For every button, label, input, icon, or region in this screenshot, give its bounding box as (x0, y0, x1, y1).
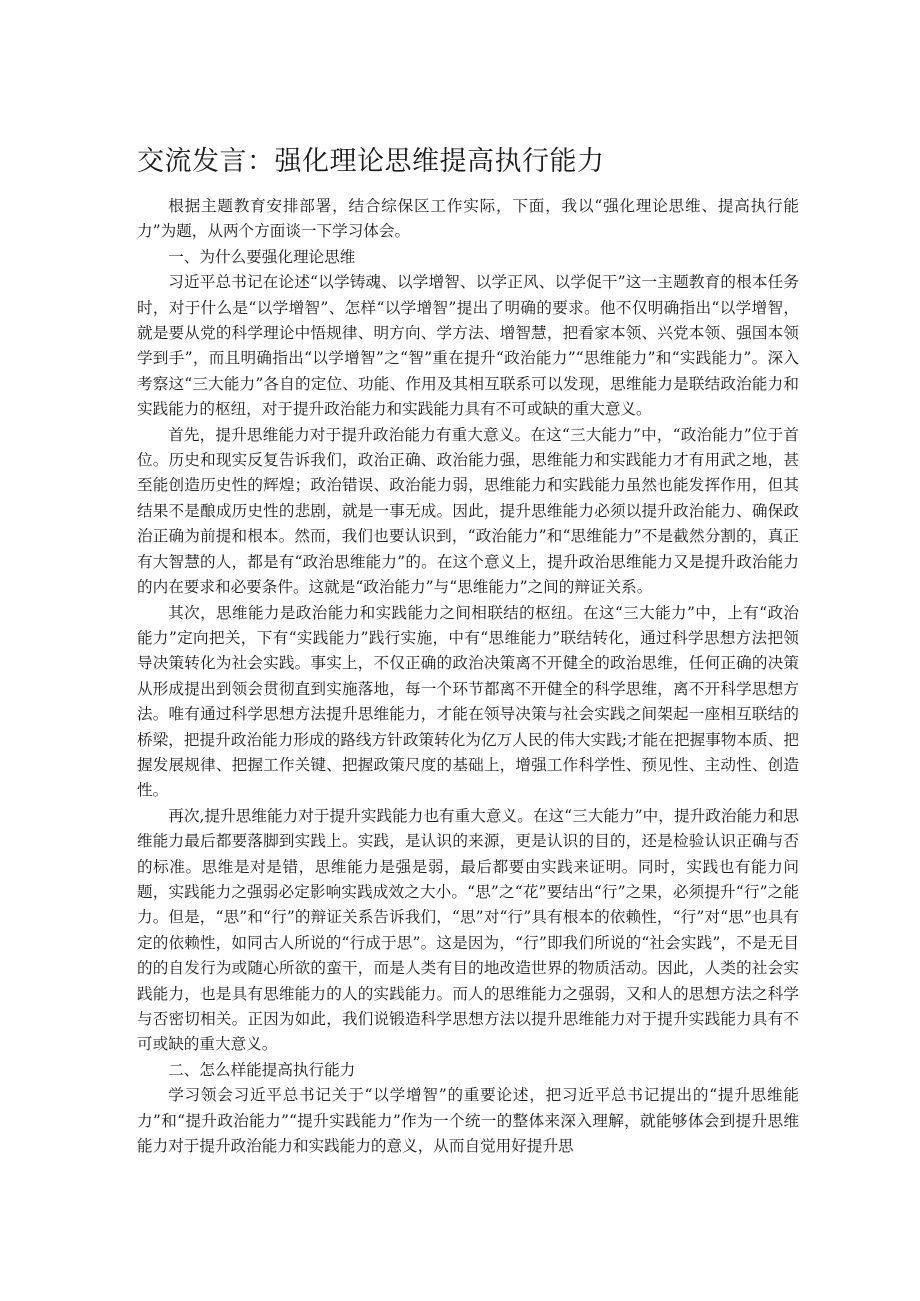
intro-paragraph: 根据主题教育安排部署，结合综保区工作实际，下面，我以“强化理论思维、提高执行能力”为题，从两个方面谈一下学习体会。 (137, 197, 799, 241)
section-2-heading: 二、怎么样能提高执行能力 (168, 1060, 356, 1079)
section-1-heading: 一、为什么要强化理论思维 (168, 247, 356, 266)
document-title: 交流发言：强化理论思维提高执行能力 (137, 146, 605, 177)
document-page (137, 142, 799, 1159)
section-1-paragraph-1: 习近平总书记在论述“以学铸魂、以学增智、以学正风、以学促干”这一主题教育的根本任务时，对于什么是“以学增智”、怎样“以学增智”提出了明确的要求。他不仅明确指出“以学增智，就是要从党的科学理论中悟规律、明方向、学方法、增智慧，把看家本领、兴党本领、强国本领学到手”，而且明确指出“以学增智”之“智”重在提升“政治能力”“思维能力”和“实践能力”。深入考察这“三大能力”各自的定位、功能、作用及其相互联系可以发现，思维能力是联结政治能力和实践能力的枢纽，对于提升政治能力和实践能力具有不可或缺的重大意义。 (137, 273, 799, 419)
section-1-paragraph-4: 再次,提升思维能力对于提升实践能力也有重大意义。在这“三大能力”中，提升政治能力和思维能力最后都要落脚到实践上。实践，是认识的来源，更是认识的目的，还是检验认识正确与否的标准。思维是对是错，思维能力是强是弱，最后都要由实践来证明。同时，实践也有能力问题，实践能力之强弱必定影响实践成效之大小。“思”之“花”要结出“行”之果，必须提升“行”之能力。但是，“思”和“行”的辩证关系告诉我们，“思”对“行”具有根本的依赖性，“行”对“思”也具有定的依赖性，如同古人所说的“行成于思”。这是因为，“行”即我们所说的“社会实践”，不是无目的的自发行为或随心所欲的蛮干，而是人类有目的地改造世界的物质活动。因此，人类的社会实践能力，也是具有思维能力的人的实践能力。而人的思维能力之强弱，又和人的思想方法之科学与否密切相关。正因为如此，我们说锻造科学思想方法以提升思维能力对于提升实践能力具有不可或缺的重大意义。 (137, 806, 799, 1054)
section-2-paragraph-1: 学习领会习近平总书记关于“以学增智”的重要论述，把习近平总书记提出的“提升思维能力”和“提升政治能力”“提升实践能力”作为一个统一的整体来深入理解，就能够体会到提升思维能力对于提升政治能力和实践能力的意义，从而自觉用好提升思 (137, 1086, 799, 1156)
section-1-paragraph-3: 其次，思维能力是政治能力和实践能力之间相联结的枢纽。在这“三大能力”中，上有“政治能力”定向把关，下有“实践能力”践行实施，中有“思维能力”联结转化，通过科学思想方法把领导决策转化为社会实践。事实上，不仅正确的政治决策离不开健全的政治思维，任何正确的决策从形成提出到领会贯彻直到实施落地，每一个环节都离不开健全的科学思维，离不开科学思想方法。唯有通过科学思想方法提升思维能力，才能在领导决策与社会实践之间架起一座相互联结的桥梁，把提升政治能力形成的路线方针政策转化为亿万人民的伟大实践;才能在把握事物本质、把握发展规律、把握工作关键、把握政策尺度的基础上，增强工作科学性、预见性、主动性、创造性。 (137, 603, 799, 800)
section-1-paragraph-2: 首先，提升思维能力对于提升政治能力有重大意义。在这“三大能力”中，“政治能力”位于首位。历史和现实反复告诉我们，政治正确、政治能力强，思维能力和实践能力才有用武之地，甚至能创造历史性的辉煌；政治错误、政治能力弱，思维能力和实践能力虽然也能发挥作用，但其结果不是酿成历史性的悲剧，就是一事无成。因此，提升思维能力必须以提升政治能力、确保政治正确为前提和根本。然而，我们也要认识到，“政治能力”和“思维能力”不是截然分割的，真正有大智慧的人，都是有“政治思维能力”的。在这个意义上，提升政治思维能力又是提升政治能力的内在要求和必要条件。这就是“政治能力”与“思维能力”之间的辩证关系。 (137, 425, 799, 597)
